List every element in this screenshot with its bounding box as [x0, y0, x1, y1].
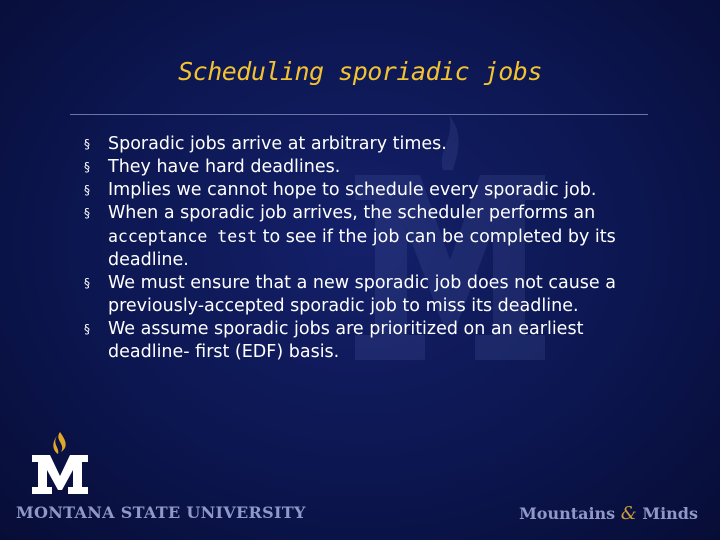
bullet-icon: § [84, 206, 90, 220]
bullet-text-post: to see if the job can be completed by its deadline. [108, 227, 616, 270]
slide-title: Scheduling sporiadic jobs [178, 57, 542, 86]
bullet-item [84, 156, 664, 179]
tagline-ampersand: & [620, 503, 637, 524]
tagline [519, 503, 698, 524]
bullet-text: Implies we cannot hope to schedule every sporadic job. [108, 180, 597, 200]
bullet-icon: § [84, 183, 90, 197]
bullet-item [84, 202, 664, 272]
bullet-icon: § [84, 137, 90, 151]
bullet-text: We must ensure that a new sporadic job does not cause a previously-accepted sporadic job to miss its deadline. [108, 273, 616, 316]
university-name: MONTANA STATE UNIVERSITY [16, 503, 306, 522]
bullet-text: We assume sporadic jobs are prioritized on an earliest deadline- first (EDF) basis. [108, 319, 584, 362]
bullet-text-pre: When a sporadic job arrives, the scheduler performs an [108, 203, 596, 223]
bullet-item [84, 318, 664, 364]
msu-logo-icon [30, 430, 90, 498]
bullet-text: They have hard deadlines. [108, 157, 341, 177]
bullet-list [84, 133, 664, 364]
bullet-item [84, 179, 664, 202]
bullet-item [84, 133, 664, 156]
bullet-icon: § [84, 276, 90, 290]
tagline-mountains: Mountains [519, 504, 616, 523]
bullet-text: Sporadic jobs arrive at arbitrary times. [108, 134, 447, 154]
acceptance-test-term: acceptance test [108, 227, 258, 246]
bullet-item [84, 272, 664, 318]
bullet-icon: § [84, 160, 90, 174]
bullet-icon: § [84, 322, 90, 336]
tagline-minds: Minds [642, 504, 698, 523]
title-divider [70, 114, 648, 115]
